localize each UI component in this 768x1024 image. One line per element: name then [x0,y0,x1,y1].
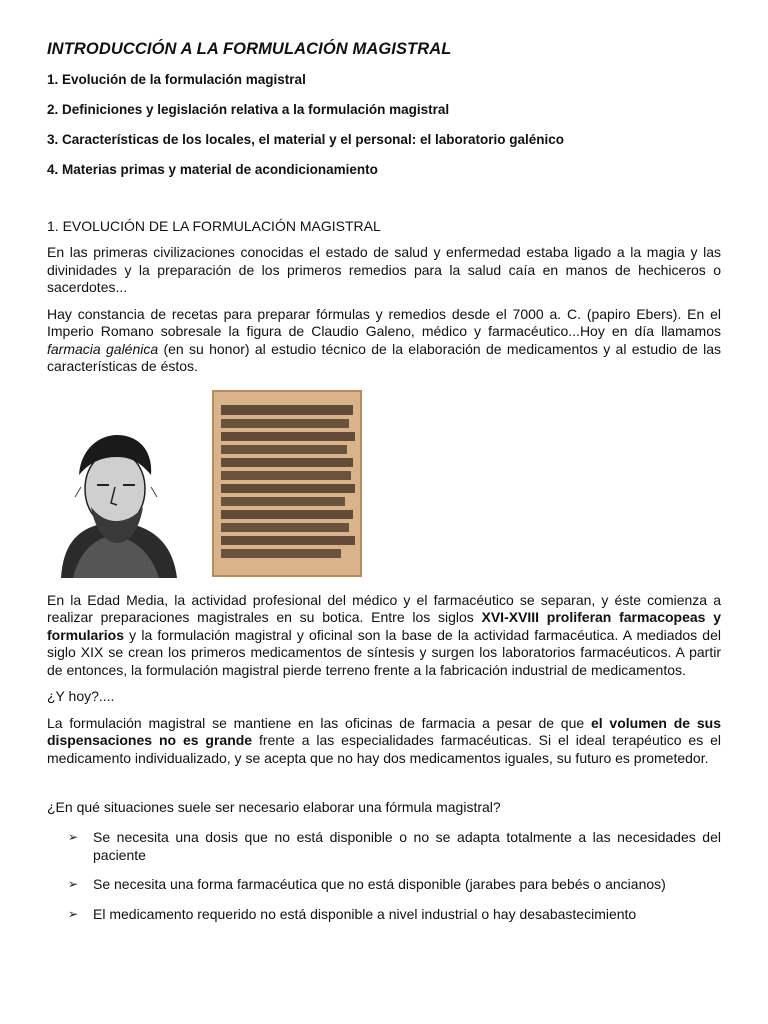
list-item-text: El medicamento requerido no está disponible a nivel industrial o hay desabastecimiento [93,905,637,922]
list-item [47,906,721,924]
arrow-bullet-icon: ➢ [68,906,79,921]
question-text: ¿En qué situaciones suele ser necesario elaborar una fórmula magistral? [47,799,501,815]
paragraph-edad-media [47,592,721,680]
galen-portrait-icon [51,427,181,578]
paragraph-text: frente a las especialidades farmacéuticas. Si el ideal terapéutico es el medicamento individualizado, y se acepta que no hay dos medicamentos iguales, su futuro es prometedor. [47,732,721,766]
arrow-bullet-icon: ➢ [68,877,79,891]
paragraph-text: Hay constancia de recetas para preparar fórmulas y remedios desde el 7000 a. C. (papiro Ebers). En el Imperio Romano sobresale la figura de Claudio Galeno, médico y farmacéutico...Hoy en día llamamos [47,305,721,339]
list-item-text: Se necesita una dosis que no está disponible o no se adapta totalmente a las necesidades del paciente [93,829,721,863]
toc-item-2: 2. Definiciones y legislación relativa a la formulación magistral [47,102,450,117]
list-item-text: Se necesita una forma farmacéutica que no está disponible (jarabes para bebés o ancianos) [93,876,666,892]
table-of-contents [47,71,721,178]
papyrus-image-icon [211,389,363,578]
paragraph-text: En la Edad Media, la actividad profesional del médico y el farmacéutico se separan, y éste comienza a realizar preparaciones magistrales en su botica. Entre los siglos [47,591,721,625]
paragraph-text: (en su honor) al estudio técnico de la elaboración de medicamentos y al estudio de las características de éstos. [47,340,721,374]
italic-term: farmacia galénica [47,340,159,357]
bullet-list [47,829,721,923]
paragraph-y-hoy: ¿Y hoy?.... [47,688,115,704]
document-title: INTRODUCCIÓN A LA FORMULACIÓN MAGISTRAL [47,40,452,58]
paragraph-text: y la formulación magistral y oficinal son la base de la actividad farmacéutica. A mediados del siglo XIX se crean los primeros medicamentos de síntesis y surgen los laboratorios farmacéuticos. A partir de entonces, la formulación magistral pierde terreno frente a la fabricación industrial de medicamentos. [47,626,721,678]
section-heading: 1. EVOLUCIÓN DE LA FORMULACIÓN MAGISTRAL [47,218,381,234]
bold-phrase: el volumen de sus dispensaciones no es grande [47,714,721,748]
paragraph-actualidad [47,715,721,768]
list-item [47,876,721,894]
arrow-bullet-icon: ➢ [68,830,79,844]
paragraph-civilizations: En las primeras civilizaciones conocidas el estado de salud y enfermedad estaba ligado a la magia y las divinidades y la preparación de los primeros remedios para la salud caía en manos de hechiceros o sacerdotes... [47,244,721,295]
toc-item-3: 3. Características de los locales, el material y el personal: el laboratorio galénico [47,132,564,147]
toc-item-4: 4. Materias primas y material de acondicionamiento [47,162,378,177]
toc-item-1: 1. Evolución de la formulación magistral [47,72,306,87]
paragraph-text: La formulación magistral se mantiene en las oficinas de farmacia a pesar de que [47,714,591,731]
document-page [47,40,721,935]
paragraph-galeno [47,306,721,376]
bold-phrase: XVI-XVIII proliferan farmacopeas y formularios [47,609,721,643]
figures-row [47,385,721,580]
list-item [47,829,721,864]
